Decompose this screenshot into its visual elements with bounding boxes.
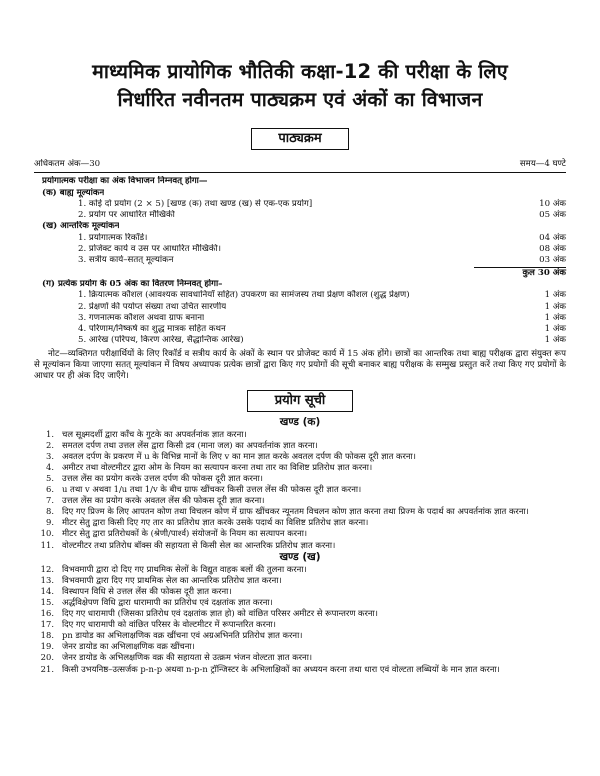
marks-time-row	[34, 159, 566, 170]
experiment-item	[34, 528, 566, 539]
mark-row-marks: 08 अंक	[539, 244, 566, 255]
mark-row-marks: 05 अंक	[539, 210, 566, 221]
mark-row-marks: 03 अंक	[539, 255, 566, 266]
experiment-text: अर्द्धविक्षेपण विधि द्वारा धारामापी का प्रतिरोध एवं दक्षतांक ज्ञात करना।	[62, 596, 273, 607]
experiment-number: 5.	[46, 473, 54, 484]
experiment-text: उत्तल लेंस का प्रयोग करके अवतल लेंस की फोकस दूरी ज्ञात करना।	[62, 495, 265, 506]
experiment-text: जेनर डायोड के अभिलक्षणिक वक्र की सहायता से उत्क्रम भंजन वोल्टता ज्ञात करना।	[62, 652, 313, 663]
section-b-list	[34, 564, 566, 675]
experiment-item	[34, 652, 566, 663]
note-paragraph: नोट—व्यक्तिगत परीक्षार्थियों के लिए रिकॉर्ड व सत्रीय कार्य के अंकों के स्थान पर प्रोजेक्ट कार्य में 15 अंक होंगे। छात्रों का आन्तरिक तथा बाह्य परीक्षक द्वारा संयुक्त रूप से मूल्यांकन किया जाएगा सतत् मूल्यांकन में विषय अध्यापक प्रत्येक छात्रों द्वारा किए गए प्रयोगों की सूची बनाकर बाह्य परीक्षक के सम्मुख प्रस्तुत करें तथा किए गए प्रयोगों के आधार पर ही अंक दिए जाएँगे।	[34, 348, 566, 382]
experiment-item	[34, 517, 566, 528]
mark-row-text: 4. परिणाम/निष्कर्ष का शुद्ध मात्रक सहित कथन	[78, 324, 226, 335]
experiment-number: 14.	[40, 585, 54, 596]
experiment-item	[34, 473, 566, 484]
experiment-text: दिए गए धारामापी (जिसका प्रतिरोध एवं दक्षतांक ज्ञात हो) को वांछित परिसर अमीटर से रूपान्तरण करना।	[62, 608, 378, 619]
experiment-text: विभवमापी द्वारा दो दिए गए प्राथमिक सेलों के विद्युत वाहक बलों की तुलना करना।	[62, 563, 307, 574]
experiment-number: 16.	[40, 608, 54, 619]
experiment-number: 4.	[46, 461, 54, 472]
distribution-heading: (ग) प्रत्येक प्रयोग के 05 अंक का वितरण निम्नवत् होगा–	[42, 278, 223, 289]
divider	[34, 172, 566, 173]
experiment-number: 11.	[40, 539, 54, 550]
experiment-text: जेनर डायोड का अभिलाक्षणिक वक्र खींचना।	[62, 641, 195, 652]
total-row	[34, 268, 566, 279]
mark-row	[34, 244, 566, 255]
experiment-item	[34, 564, 566, 575]
experiment-number: 10.	[40, 528, 54, 539]
time-allowed: समय—4 घण्टे	[519, 159, 566, 169]
experiment-item	[34, 619, 566, 630]
mark-row-marks: 1 अंक	[544, 290, 566, 301]
experiment-number: 3.	[46, 450, 54, 461]
mark-row-text: 1. कोई दो प्रयोग (2 × 5) [खण्ड (क) तथा खण्ड (ख) से एक-एक प्रयोग]	[78, 198, 313, 209]
max-marks: अधिकतम अंक—30	[34, 159, 101, 169]
experiment-number: 6.	[46, 484, 54, 495]
experiment-text: अमीटर तथा वोल्टमीटर द्वारा ओम के नियम का सत्यापन करना तथा तार का विशिष्ट प्रतिरोध ज्ञात करना।	[62, 461, 373, 472]
experiment-number: 8.	[46, 506, 54, 517]
mark-row	[34, 290, 566, 301]
internal-list	[34, 233, 566, 267]
experiment-text: दिए गए प्रिज्म के लिए आपतन कोण तथा विचलन कोण में ग्राफ खींचकर न्यूनतम विचलन कोण ज्ञात करना तथा प्रिज्म के पदार्थ का अपवर्तनांक ज्ञात करना।	[62, 506, 529, 517]
experiment-item	[34, 641, 566, 652]
mark-row-marks: 1 अंक	[544, 301, 566, 312]
experiment-number: 17.	[40, 619, 54, 630]
experiment-number: 21.	[40, 663, 54, 674]
experiment-number: 15.	[40, 596, 54, 607]
experiment-item	[34, 495, 566, 506]
experiment-item	[34, 451, 566, 462]
experiment-number: 19.	[40, 641, 54, 652]
title-line-1: माध्यमिक प्रायोगिक भौतिकी कक्षा-12 की परीक्षा के लिए	[92, 60, 508, 83]
mark-row-text: 3. सत्रीय कार्य–सतत् मूल्यांकन	[78, 255, 174, 266]
experiment-item	[34, 462, 566, 473]
experiment-number: 7.	[46, 495, 54, 506]
experiment-text: pn डायोड का अभिलाक्षणिक वक्र खींचना एवं अग्रअभिनति प्रतिरोध ज्ञात करना।	[62, 630, 303, 641]
experiment-text: विस्थापन विधि से उत्तल लेंस की फोकस दूरी ज्ञात करना।	[62, 585, 232, 596]
mark-row-marks: 1 अंक	[544, 312, 566, 323]
experiment-item	[34, 586, 566, 597]
external-heading: (क) बाह्य मूल्यांकन	[42, 187, 105, 198]
page-title	[34, 58, 566, 114]
experiment-text: u तथा v अथवा 1/u तथा 1/v के बीच ग्राफ खींचकर किसी उत्तल लेंस की फोकस दूरी ज्ञात करना।	[62, 484, 362, 495]
experiments-heading: प्रयोग सूची	[247, 390, 353, 412]
mark-row-text: 2. प्रोजेक्ट कार्य व उस पर आधारित मौखिकी।	[78, 244, 221, 255]
syllabus-heading: पाठ्यक्रम	[251, 128, 349, 150]
section-a-list	[34, 429, 566, 551]
scheme-intro: प्रयोगात्मक परीक्षा का अंक विभाजन निम्नवत् होगा—	[42, 176, 208, 187]
title-line-2: निर्धारित नवीनतम पाठ्यक्रम एवं अंकों का विभाजन	[117, 88, 483, 111]
mark-row	[34, 199, 566, 210]
mark-row	[34, 302, 566, 313]
experiment-text: चल सूक्ष्मदर्शी द्वारा काँच के गुटके का अपवर्तनांक ज्ञात करना।	[62, 428, 247, 439]
experiment-text: अवतल दर्पण के प्रकरण में u के विभिन्न मानों के लिए v का मान ज्ञात करके अवतल दर्पण की फोकस दूरी ज्ञात करना।	[62, 450, 416, 461]
section-b-heading: खण्ड (ख)	[279, 550, 321, 563]
experiment-item	[34, 597, 566, 608]
mark-row-marks: 1 अंक	[544, 335, 566, 346]
mark-row-marks: 10 अंक	[539, 198, 566, 209]
mark-row	[34, 255, 566, 266]
mark-row	[34, 233, 566, 244]
external-list	[34, 199, 566, 222]
experiment-text: उत्तल लेंस का प्रयोग करके उत्तल दर्पण की फोकस दूरी ज्ञात करना।	[62, 473, 263, 484]
experiment-number: 20.	[40, 652, 54, 663]
experiment-number: 12.	[40, 563, 54, 574]
mark-row	[34, 313, 566, 324]
experiment-item	[34, 608, 566, 619]
experiment-text: वोल्टमीटर तथा प्रतिरोध बॉक्स की सहायता से किसी सेल का आन्तरिक प्रतिरोध ज्ञात करना।	[62, 539, 336, 550]
mark-row-text: 1. क्रियात्मक कौशल (आवश्यक सावधानियाँ सहित) उपकरण का सामंजस्य तथा प्रेक्षण कौशल (शुद्ध प्रेक्षण)	[78, 290, 410, 301]
experiment-text: दिए गए धारामापी को वांछित परिसर के वोल्टमीटर में रूपान्तरित करना।	[62, 619, 276, 630]
total-marks: कुल 30 अंक	[522, 267, 566, 278]
experiment-text: मीटर सेतु द्वारा किसी दिए गए तार का प्रतिरोध ज्ञात करके उसके पदार्थ का विशिष्ट प्रतिरोध ज्ञात करना।	[62, 517, 369, 528]
mark-row-text: 5. आरेख (परिपथ, किरण आरेख, सैद्धान्तिक आरेख)	[78, 335, 244, 346]
experiment-number: 9.	[46, 517, 54, 528]
experiment-item	[34, 630, 566, 641]
mark-row-text: 3. गणनात्मक कौशल अथवा ग्राफ बनाना	[78, 312, 205, 323]
mark-row	[34, 335, 566, 346]
experiment-number: 2.	[46, 439, 54, 450]
experiment-number: 18.	[40, 630, 54, 641]
experiment-item	[34, 429, 566, 440]
experiment-text: किसी उभयनिष्ठ–उत्सर्जक p-n-p अथवा n-p-n ट्रॉन्जिस्टर के अभिलाक्षिकों का अध्ययन करना तथा धारा एवं वोल्टता लब्धियों के मान ज्ञात करना।	[62, 663, 500, 674]
experiment-item	[34, 506, 566, 517]
experiment-number: 13.	[40, 574, 54, 585]
mark-row-text: 1. प्रयोगात्मक रिकॉर्ड।	[78, 232, 148, 243]
mark-row-marks: 1 अंक	[544, 324, 566, 335]
mark-row-text: 2. प्रयोग पर आधारित मौखिकी	[78, 210, 175, 221]
experiment-item	[34, 540, 566, 551]
experiment-item	[34, 484, 566, 495]
internal-heading: (ख) आन्तरिक मूल्यांकन	[42, 221, 120, 232]
experiment-item	[34, 664, 566, 675]
mark-row-text: 2. प्रेक्षणों की पर्याप्त संख्या तथा उचित सारणीय	[78, 301, 227, 312]
experiment-item	[34, 440, 566, 451]
mark-row	[34, 210, 566, 221]
experiment-number: 1.	[46, 428, 54, 439]
section-a-heading: खण्ड (क)	[279, 415, 321, 428]
distribution-list	[34, 290, 566, 346]
mark-row-marks: 04 अंक	[539, 232, 566, 243]
experiment-text: मीटर सेतु द्वारा प्रतिरोधकों के (श्रेणी/पार्श्व) संयोजनों के नियम का सत्यापन करना।	[62, 528, 308, 539]
mark-row	[34, 324, 566, 335]
experiment-item	[34, 575, 566, 586]
experiment-text: विभवमापी द्वारा दिए गए प्राथमिक सेल का आन्तरिक प्रतिरोध ज्ञात करना।	[62, 574, 282, 585]
experiment-text: समतल दर्पण तथा उत्तल लेंस द्वारा किसी द्रव (माना जल) का अपवर्तनांक ज्ञात करना।	[62, 439, 318, 450]
